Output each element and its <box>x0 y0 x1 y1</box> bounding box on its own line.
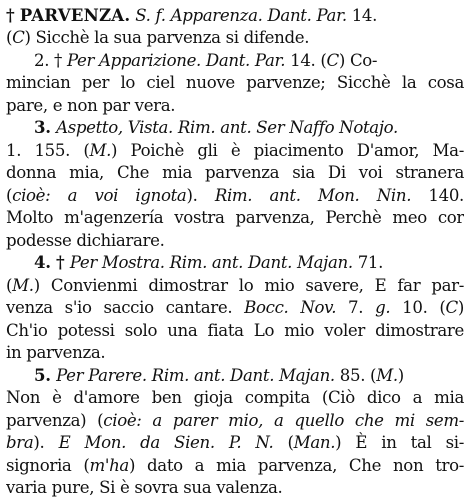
entry-line <box>6 296 464 319</box>
entry-line <box>6 206 464 229</box>
entry-line <box>6 4 464 27</box>
italic-text: Per Parere. Rim. ant. Dant. Majan. <box>56 366 335 385</box>
entry-line <box>6 454 464 477</box>
italic-text: Man. <box>293 433 336 452</box>
italic-text: M. <box>12 276 34 295</box>
italic-text: Aspetto, Vista. Rim. ant. Ser Naffo Notajo. <box>56 118 398 137</box>
roman-text: Ch'io potessi solo una fiata Lo mio voler dimostrare <box>6 321 464 340</box>
roman-text: Non è d'amore ben gioja compita (Ciò dico a mia <box>6 388 464 407</box>
roman-text: ( <box>6 276 13 295</box>
roman-text: 7. <box>336 298 376 317</box>
roman-text: 1. 155. ( <box>6 141 90 160</box>
roman-text: ) Sicchè la sua parvenza si difende. <box>24 28 310 47</box>
roman-text: 14. ( <box>285 51 327 70</box>
italic-text: Rim. ant. Mon. Nin. <box>214 186 412 205</box>
bold-text: . <box>124 5 136 25</box>
entry-line <box>6 139 464 162</box>
bold-text: 5. <box>34 365 57 385</box>
roman-text: signoria ( <box>6 456 90 475</box>
roman-text: ) <box>397 366 404 385</box>
italic-text: M. <box>376 366 398 385</box>
roman-text: pare, e non par vera. <box>6 96 176 115</box>
entry-line <box>6 476 464 499</box>
roman-text: mincian per lo ciel nuove parvenze; Sicchè la cosa <box>6 73 464 92</box>
roman-text: ) dato a mia parvenza, Che non tro- <box>128 456 464 475</box>
entry-line <box>34 364 464 387</box>
roman-text: 14. <box>346 6 378 25</box>
entry-line <box>6 94 464 117</box>
entry-line <box>6 386 464 409</box>
roman-text: ( <box>6 28 13 47</box>
italic-text: C <box>326 51 339 70</box>
roman-text: in parvenza. <box>6 343 106 362</box>
italic-text: Per Apparizione. Dant. Par. <box>66 51 286 70</box>
roman-text: 140. <box>411 186 464 205</box>
italic-text: bra <box>6 433 34 452</box>
entry-line <box>34 251 464 274</box>
italic-text: E Mon. da Sien. P. N. <box>58 433 274 452</box>
roman-text: ) Convienmi dimostrar lo mio savere, E far par- <box>33 276 464 295</box>
italic-text: M. <box>89 141 112 160</box>
roman-text: 2. † <box>34 51 67 70</box>
entry-line <box>34 116 464 139</box>
entry-line <box>6 274 464 297</box>
entry-line <box>6 229 464 252</box>
entry-line <box>6 161 464 184</box>
entry-line <box>6 71 464 94</box>
roman-text: 71. <box>352 253 384 272</box>
entry-line <box>6 26 464 49</box>
italic-text: S. f. Apparenza. Dant. Par. <box>135 6 347 25</box>
roman-text: Molto m'agenzería vostra parvenza, Perchè meo cor <box>6 208 464 227</box>
roman-text: 85. ( <box>334 366 377 385</box>
entry-line <box>34 49 464 72</box>
entry-line <box>6 341 464 364</box>
italic-text: C <box>445 298 458 317</box>
entry-line <box>6 184 464 207</box>
entry-line <box>6 431 464 454</box>
roman-text: podesse dichiarare. <box>6 231 165 250</box>
italic-text: cioè: a voi ignota <box>12 186 187 205</box>
roman-text: ( <box>273 433 294 452</box>
italic-text: Per Mostra. Rim. ant. Dant. Majan. <box>69 253 353 272</box>
bold-text: 3. <box>34 117 57 137</box>
roman-text: donna mia, Che mia parvenza sia Di voi stranera <box>6 163 464 182</box>
entry-line <box>6 409 464 432</box>
roman-text: varia pure, Si è sovra sua valenza. <box>6 478 283 497</box>
roman-text: ) Co- <box>338 51 378 70</box>
italic-text: C <box>12 28 25 47</box>
italic-text: Bocc. Nov. <box>244 298 337 317</box>
roman-text: ). <box>186 186 215 205</box>
roman-text: venza s'io saccio cantare. <box>6 298 245 317</box>
headword: PARVENZA <box>19 5 125 25</box>
roman-text: ) <box>457 298 464 317</box>
bold-text: † <box>6 5 20 25</box>
roman-text: ) Poichè gli è piacimento D'amor, Ma- <box>111 141 464 160</box>
roman-text: ). <box>33 433 59 452</box>
entry-line <box>6 319 464 342</box>
roman-text: ) È in tal si- <box>335 433 464 452</box>
italic-text: g. <box>375 298 391 317</box>
italic-text: m'ha <box>89 456 129 475</box>
bold-text: 4. † <box>34 252 70 272</box>
roman-text: ( <box>6 186 13 205</box>
roman-text: parvenza) ( <box>6 411 104 430</box>
italic-text: cioè: a parer mio, a quello che mi sem- <box>103 411 464 430</box>
roman-text: 10. ( <box>390 298 446 317</box>
